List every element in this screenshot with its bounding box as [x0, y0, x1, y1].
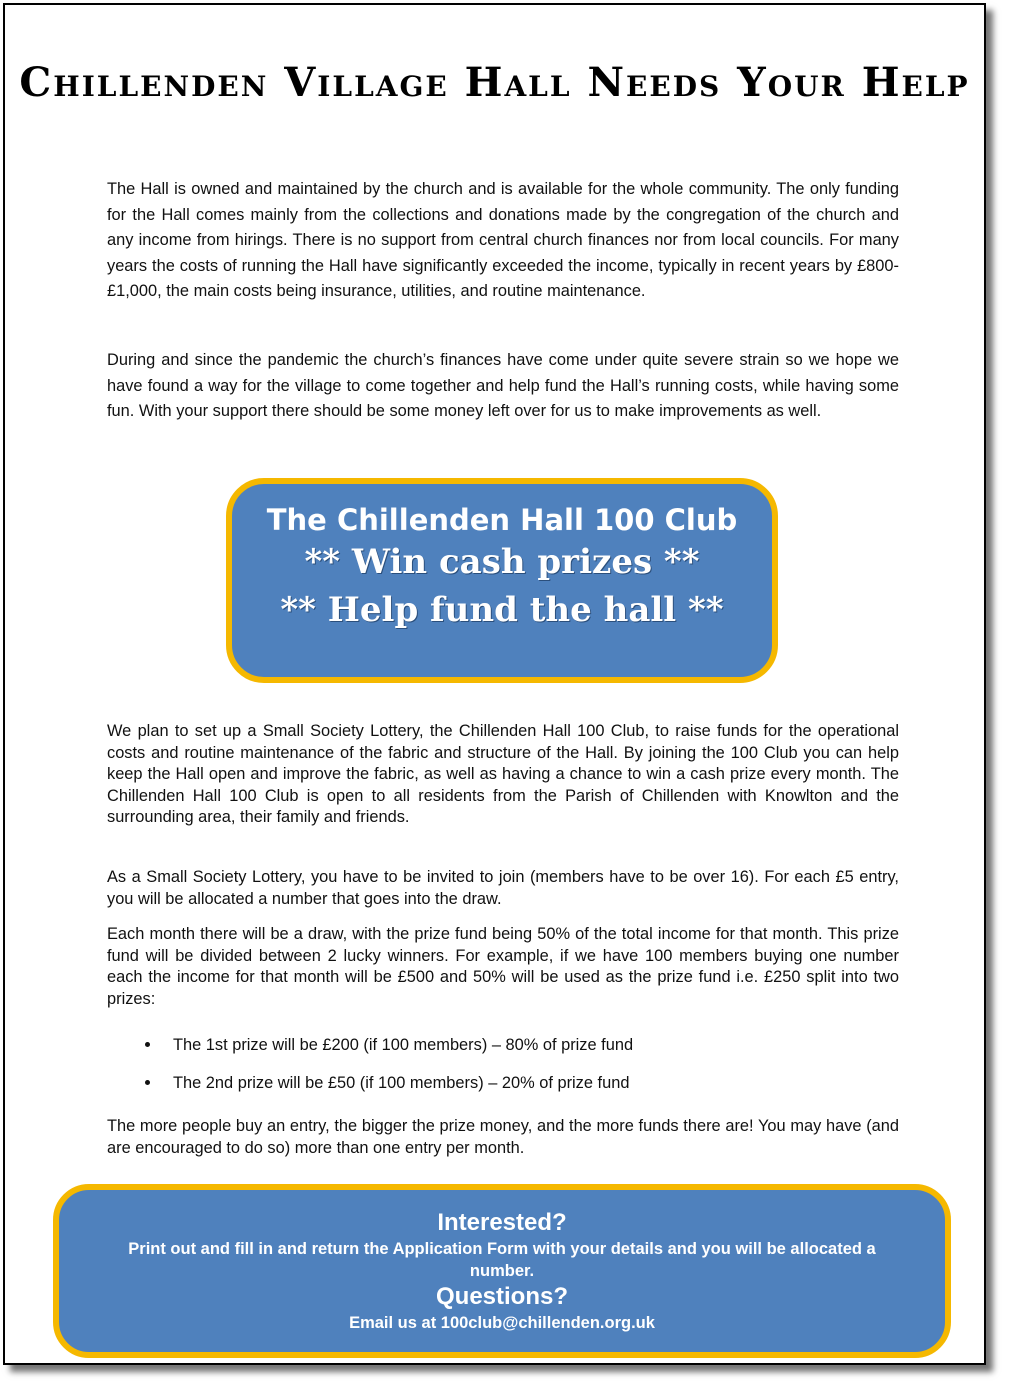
questions-heading: Questions? [435, 1283, 568, 1310]
list-item [137, 1031, 633, 1069]
document-page [3, 3, 986, 1365]
banner-title: The Chillenden Hall 100 Club [266, 503, 738, 537]
intro-paragraph: The Hall is owned and maintained by the church and is available for the whole community. The only funding for the Hall comes mainly from the collections and donations made by the congregation of the church and any income from hirings. There is no support from central church finances nor from local councils. For many years the costs of running the Hall have significantly exceeded the income, typically in recent years by £800-£1,000, the main costs being insurance, utilities, and routine maintenance. [107, 180, 899, 301]
lottery-paragraph: We plan to set up a Small Society Lottery, the Chillenden Hall 100 Club, to raise funds for the operational costs and routine maintenance of the fabric and structure of the Hall. By joining the 100 Club you can help keep the Hall open and improve the fabric, as well as having a chance to win a cash prize every month. The Chillenden Hall 100 Club is open to all residents from the Parish of Chillenden with Knowlton and the surrounding area, their family and friends. [107, 722, 899, 827]
banner-win-line: ** Win cash prizes ** [304, 542, 700, 582]
application-text: Print out and fill in and return the Application Form with your details and you will be allocated a number. [128, 1240, 876, 1280]
pandemic-paragraph: During and since the pandemic the church’s finances have come under quite severe strain so we hope we have found a way for the village to come together and help fund the Hall’s running costs, while having some fun. With your support there should be some money left over for us to make improvements as well. [107, 351, 899, 421]
interested-heading: Interested? [437, 1209, 567, 1236]
contact-email[interactable]: Email us at 100club@chillenden.org.uk [349, 1314, 655, 1332]
bullet-icon [145, 1080, 150, 1085]
contact-panel [53, 1184, 951, 1358]
page-title: Chillenden Village Hall Needs Your Help [19, 59, 970, 106]
bullet-icon [145, 1042, 150, 1047]
prize-first: The 1st prize will be £200 (if 100 members) – 80% of prize fund [173, 1036, 634, 1054]
draw-paragraph: Each month there will be a draw, with the prize fund being 50% of the total income for that month. This prize fund will be divided between 2 lucky winners. For example, if we have 100 members buying one number each the income for that month will be £500 and 50% will be used as the prize fund i.e. £250 split into two prizes: [107, 925, 899, 1008]
banner-help-line: ** Help fund the hall ** [280, 590, 724, 630]
club-banner [226, 478, 778, 683]
prize-list [137, 1031, 633, 1107]
prize-second: The 2nd prize will be £50 (if 100 members) – 20% of prize fund [173, 1074, 630, 1092]
list-item [137, 1069, 633, 1107]
closing-paragraph: The more people buy an entry, the bigger the prize money, and the more funds there are! You may have (and are encouraged to do so) more than one entry per month. [107, 1117, 899, 1157]
entry-paragraph: As a Small Society Lottery, you have to be invited to join (members have to be over 16). For each £5 entry, you will be allocated a number that goes into the draw. [107, 868, 899, 908]
